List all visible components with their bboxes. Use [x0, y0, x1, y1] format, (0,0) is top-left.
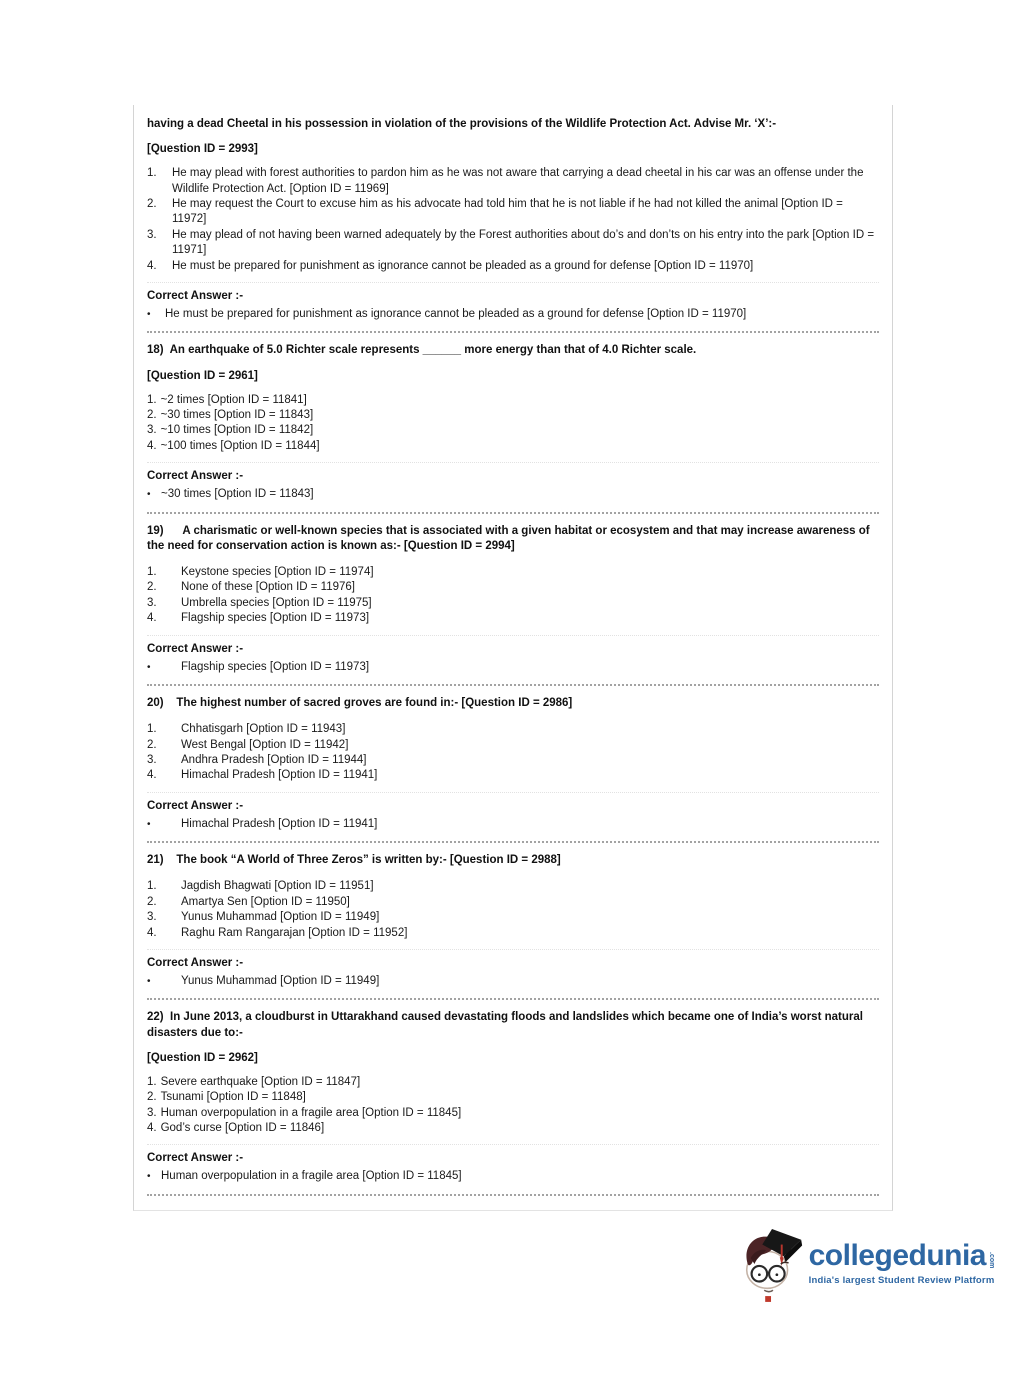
option-item [147, 1090, 879, 1105]
correct-answer-heading: Correct Answer :- [147, 290, 244, 303]
brand-tld: .com [988, 1251, 995, 1269]
correct-answer-heading: Correct Answer :- [147, 470, 244, 483]
option-number: 3. [147, 753, 157, 766]
option-number: 1. [147, 393, 157, 406]
question-title: 19) A charismatic or well-known species that is associated with a given habitat or ecosystem and that may increase awareness of the need for conservation action is known as:- [Question ID = 2994] [147, 524, 873, 552]
option-number: 4. [147, 1121, 157, 1134]
option-item [147, 439, 879, 454]
option-text: Raghu Ram Rangarajan [Option ID = 11952] [181, 926, 408, 939]
option-item [147, 753, 879, 768]
correct-answer-section [147, 792, 879, 832]
option-number: 1. [147, 723, 157, 736]
option-number: 1. [147, 167, 157, 180]
question-paper [133, 105, 893, 1211]
question-title: 18) An earthquake of 5.0 Richter scale represents ______ more energy than that of 4.0 Richter scale. [147, 344, 697, 357]
option-text: Severe earthquake [Option ID = 11847] [160, 1075, 361, 1088]
option-item [147, 423, 879, 438]
option-item [147, 926, 879, 941]
option-item [147, 722, 879, 737]
option-number: 4. [147, 259, 157, 272]
correct-answer-text: Human overpopulation in a fragile area [Option ID = 11845] [161, 1170, 462, 1183]
option-number: 4. [147, 926, 157, 939]
option-item [147, 228, 879, 259]
brand-name: collegedunia [808, 1239, 986, 1273]
brand-tagline: India's largest Student Review Platform [808, 1275, 995, 1287]
option-text: He may plead of not having been warned adequately by the Forest authorities about do’s and don’ts on his entry into the park [Option ID = 11971] [172, 228, 875, 257]
option-number: 2. [147, 738, 157, 751]
correct-answer-heading: Correct Answer :- [147, 957, 244, 969]
option-number: 1. [147, 1075, 157, 1088]
option-number: 3. [147, 228, 157, 241]
option-number: 3. [147, 1106, 157, 1119]
option-text: Jagdish Bhagwati [Option ID = 11951] [181, 880, 374, 893]
correct-answer-heading: Correct Answer :- [147, 799, 244, 812]
option-item [147, 879, 879, 894]
correct-answer-heading: Correct Answer :- [147, 1152, 244, 1165]
bullet-icon: • [147, 661, 151, 673]
option-item [147, 895, 879, 910]
correct-answer-line [147, 817, 879, 832]
option-text: None of these [Option ID = 11976] [181, 581, 355, 594]
question-title: 22) In June 2013, a cloudburst in Uttarakhand caused devastating floods and landslides which became one of India’s worst natural disasters due to:- [147, 1011, 867, 1039]
option-number: 2. [147, 581, 157, 594]
option-number: 3. [147, 424, 157, 437]
option-item [147, 166, 879, 197]
bullet-icon: • [147, 818, 151, 830]
footer-brand [0, 1225, 995, 1303]
option-number: 4. [147, 769, 157, 782]
options-list [147, 166, 879, 274]
option-item [147, 611, 879, 626]
option-item [147, 596, 879, 611]
options-list [147, 565, 879, 627]
question-block-2961 [147, 333, 879, 513]
options-list [147, 1075, 879, 1137]
question-block-2994 [147, 514, 879, 686]
collegedunia-mascot-icon [737, 1225, 807, 1303]
option-text: Umbrella species [Option ID = 11975] [181, 596, 372, 609]
option-number: 2. [147, 409, 157, 421]
option-number: 2. [147, 197, 157, 210]
dotted-separator [147, 1194, 879, 1196]
option-text: Chhatisgarh [Option ID = 11943] [181, 723, 346, 736]
option-number: 1. [147, 565, 157, 578]
question-id: [Question ID = 2993] [147, 143, 258, 156]
option-text: West Bengal [Option ID = 11942] [181, 738, 349, 751]
question-block-2993 [147, 107, 879, 333]
correct-answer-line [147, 660, 879, 675]
option-text: Human overpopulation in a fragile area [Option ID = 11845] [160, 1106, 462, 1119]
correct-answer-text: Himachal Pradesh [Option ID = 11941] [181, 817, 378, 830]
option-item [147, 565, 879, 580]
question-title: having a dead Cheetal in his possession in violation of the provisions of the Wildlife Protection Act. Advise Mr. ‘X’:- [147, 118, 777, 130]
correct-answer-line [147, 487, 879, 502]
correct-answer-text: Flagship species [Option ID = 11973] [181, 660, 370, 673]
options-list [147, 393, 879, 455]
option-item [147, 1106, 879, 1121]
option-item [147, 393, 879, 408]
options-list [147, 722, 879, 784]
option-number: 2. [147, 895, 157, 908]
option-number: 4. [147, 612, 157, 625]
option-text: Himachal Pradesh [Option ID = 11941] [181, 769, 378, 782]
bullet-icon: • [147, 309, 151, 321]
correct-answer-section [147, 635, 879, 675]
option-item [147, 768, 879, 783]
correct-answer-section [147, 949, 879, 989]
question-title: 21) The book “A World of Three Zeros” is written by:- [Question ID = 2988] [147, 854, 561, 867]
option-text: ~2 times [Option ID = 11841] [160, 393, 307, 406]
option-number: 4. [147, 439, 157, 452]
option-text: Yunus Muhammad [Option ID = 11949] [181, 911, 380, 924]
correct-answer-section [147, 462, 879, 502]
option-number: 1. [147, 880, 157, 893]
option-text: Andhra Pradesh [Option ID = 11944] [181, 753, 367, 766]
question-title: 20) The highest number of sacred groves are found in:- [Question ID = 2986] [147, 697, 573, 709]
option-number: 3. [147, 596, 157, 609]
option-item [147, 259, 879, 274]
correct-answer-text: He must be prepared for punishment as ignorance cannot be pleaded as a ground for defense [Option ID = 11970] [165, 308, 747, 321]
option-text: Flagship species [Option ID = 11973] [181, 612, 370, 625]
option-item [147, 1121, 879, 1136]
brand-text [809, 1241, 995, 1286]
question-id: [Question ID = 2962] [147, 1051, 258, 1064]
option-text: Amartya Sen [Option ID = 11950] [181, 895, 350, 908]
question-id: [Question ID = 2961] [147, 369, 258, 382]
option-item [147, 1075, 879, 1090]
option-text: He must be prepared for punishment as ignorance cannot be pleaded as a ground for defense [Option ID = 11970] [172, 259, 754, 272]
correct-answer-line [147, 307, 879, 322]
option-number: 2. [147, 1091, 157, 1104]
correct-answer-text: ~30 times [Option ID = 11843] [161, 488, 314, 501]
bullet-icon: • [147, 976, 151, 987]
bullet-icon: • [147, 1171, 151, 1183]
correct-answer-section [147, 282, 879, 322]
question-block-2962 [147, 1000, 879, 1195]
correct-answer-section [147, 1144, 879, 1184]
option-text: He may request the Court to excuse him as his advocate had told him that he is not liable if he had not killed the animal [Option ID = 11972] [172, 197, 843, 226]
option-item [147, 738, 879, 753]
option-number: 3. [147, 911, 157, 924]
correct-answer-line [147, 974, 879, 989]
option-text: ~10 times [Option ID = 11842] [160, 424, 314, 437]
option-text: He may plead with forest authorities to pardon him as he was not aware that carrying a dead cheetal in his car was an offense under the Wildlife Protection Act. [Option ID = 11969] [172, 167, 864, 195]
option-text: ~30 times [Option ID = 11843] [160, 409, 314, 421]
option-text: Keystone species [Option ID = 11974] [181, 565, 374, 578]
option-item [147, 910, 879, 925]
correct-answer-line [147, 1169, 879, 1184]
correct-answer-heading: Correct Answer :- [147, 642, 244, 655]
option-text: Tsunami [Option ID = 11848] [160, 1091, 306, 1104]
question-block-2988 [147, 843, 879, 1000]
option-text: God’s curse [Option ID = 11846] [160, 1121, 325, 1134]
option-item [147, 580, 879, 595]
option-text: ~100 times [Option ID = 11844] [160, 439, 320, 452]
question-block-2986 [147, 686, 879, 843]
option-item [147, 408, 879, 423]
options-list [147, 879, 879, 941]
correct-answer-text: Yunus Muhammad [Option ID = 11949] [181, 975, 380, 987]
bullet-icon: • [147, 489, 151, 501]
option-item [147, 197, 879, 228]
